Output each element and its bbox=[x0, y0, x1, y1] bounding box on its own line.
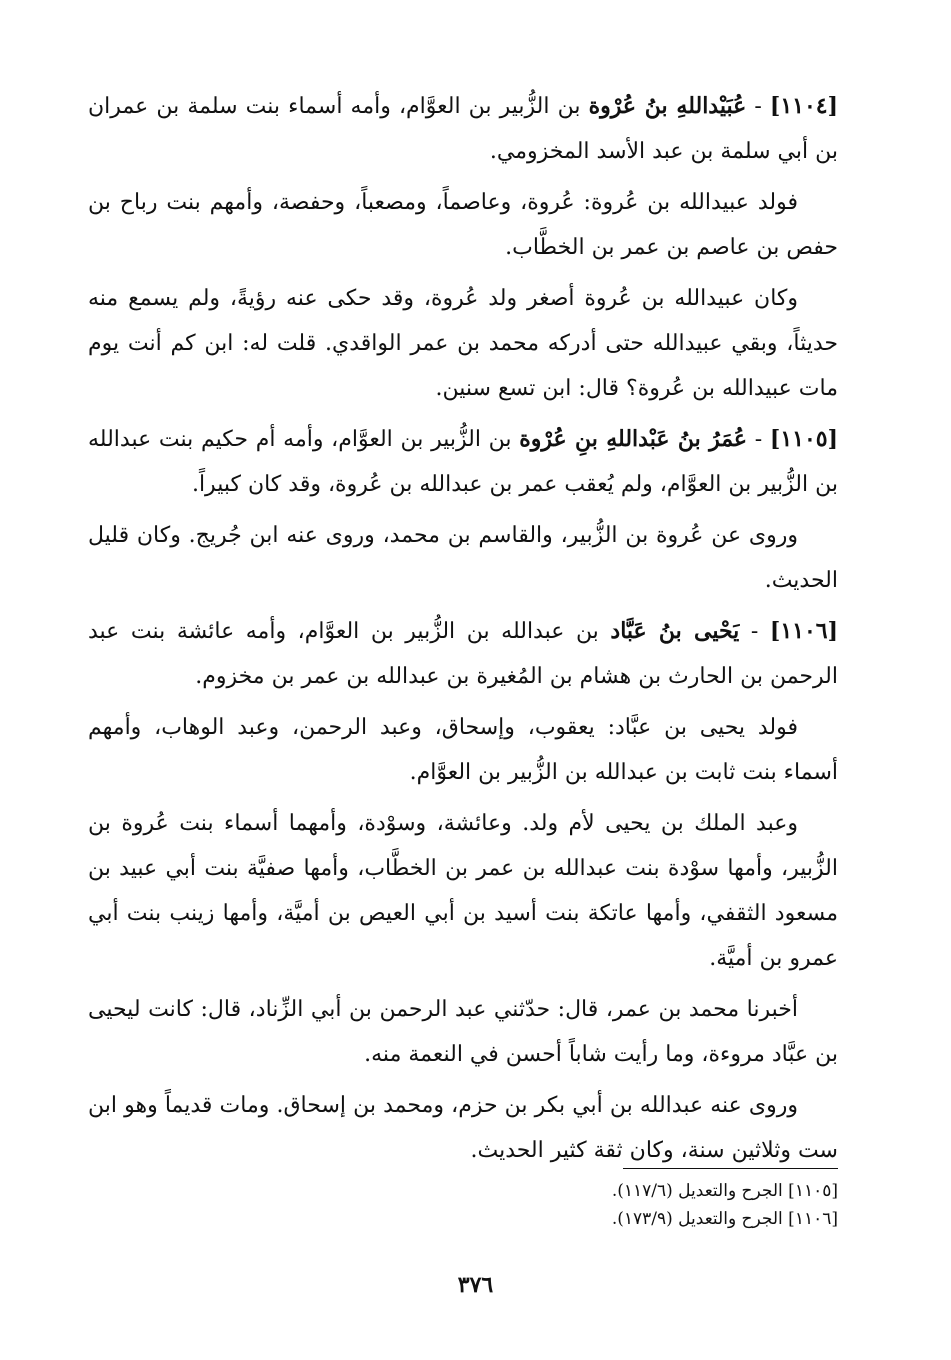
page-number: ٣٧٦ bbox=[457, 1272, 494, 1298]
paragraph-entry-1104: [١١٠٤] - عُبَيْداللهِ بنُ عُرْوة بن الزُّبير بن العوَّام، وأمه أسماء بنت سلمة بن عمران بن أبي سلمة بن عبد الأسد المخزومي. bbox=[88, 93, 839, 164]
main-text bbox=[88, 84, 838, 1179]
footnotes bbox=[88, 1168, 838, 1233]
paragraph-entry-1106: [١١٠٦] - يَحْيى بنُ عَبَّاد بن عبدالله بن الزُّبير بن العوَّام، وأمه عائشة بنت عبد الرحمن بن الحارث بن هشام بن المُغيرة بن عبدالله بن عمر بن مخزوم. bbox=[88, 618, 838, 689]
paragraph-text: أخبرنا محمد بن عمر، قال: حدّثني عبد الرحمن بن أبي الزِّناد، قال: كانت ليحيى بن عبَّاد مروءة، وما رأيت شاباً أحسن في النعمة منه. bbox=[88, 997, 838, 1067]
footnote: [١١٠٦] الجرح والتعديل (١٧٣/٩). bbox=[611, 1209, 838, 1229]
paragraph-text: فولد يحيى بن عبَّاد: يعقوب، وإسحاق، وعبد الرحمن، وعبد الوهاب، وأمهم أسماء بنت ثابت بن عبدالله بن الزُّبير بن العوَّام. bbox=[88, 715, 838, 785]
paragraph-text: بن الزُّبير بن العوَّام، وأمه أم حكيم بنت عبدالله بن الزُّبير بن العوَّام، ولم يُعقب عمر بن عبدالله بن عُروة، وقد كان كبيراً. bbox=[88, 427, 838, 497]
paragraph-text: بن عبدالله بن الزُّبير بن العوَّام، وأمه عائشة بنت عبد الرحمن بن الحارث بن هشام بن المُغيرة بن عبدالله بن عمر بن مخزوم. bbox=[88, 619, 838, 689]
paragraph-text: فولد عبيدالله بن عُروة: عُروة، وعاصماً، ومصعباً، وحفصة، وأمهم بنت رباح بن حفص بن عاصم بن عمر بن الخطَّاب. bbox=[88, 190, 838, 260]
footnote: [١١٠٥] الجرح والتعديل (١١٧/٦). bbox=[611, 1181, 838, 1201]
paragraph-text: بن الزُّبير بن العوَّام، وأمه أسماء بنت سلمة بن عمران بن أبي سلمة بن عبد الأسد المخزومي. bbox=[88, 94, 838, 164]
entry-number: [١١٠٦] bbox=[769, 618, 838, 644]
entry-name: عُبَيْداللهِ بنُ عُرْوة bbox=[588, 93, 747, 119]
paragraph bbox=[88, 276, 838, 411]
entry-number: [١١٠٤] bbox=[769, 93, 839, 119]
paragraph bbox=[88, 801, 838, 981]
paragraph bbox=[88, 513, 838, 603]
entry-name: عُمَرُ بنُ عَبْداللهِ بنِ عُرْوة bbox=[519, 426, 748, 452]
paragraph-text: وروى عن عُروة بن الزُّبير، والقاسم بن محمد، وروى عنه ابن جُريج. وكان قليل الحديث. bbox=[88, 523, 838, 593]
entry-name: يَحْيى بنُ عَبَّاد bbox=[610, 618, 740, 644]
paragraph bbox=[88, 180, 838, 270]
paragraph bbox=[88, 987, 838, 1077]
paragraph-text: وكان عبيدالله بن عُروة أصغر ولد عُروة، وقد حكى عنه رؤيةً، ولم يسمع منه حديثاً، وبقي عبيدالله حتى أدركه محمد بن عمر الواقدي. قلت له: ابن كم أنت يوم مات عبيدالله بن عُروة؟ قال: ابن تسع سنين. bbox=[88, 286, 838, 401]
footnote-divider bbox=[623, 1168, 838, 1169]
paragraph-entry-1105: [١١٠٥] - عُمَرُ بنُ عَبْداللهِ بنِ عُرْوة بن الزُّبير بن العوَّام، وأمه أم حكيم بنت عبدالله بن الزُّبير بن العوَّام، ولم يُعقب عمر بن عبدالله بن عُروة، وقد كان كبيراً. bbox=[88, 426, 839, 497]
paragraph-text: وعبد الملك بن يحيى لأم ولد. وعائشة، وسوْدة، وأمهما أسماء بنت عُروة بن الزُّبير، وأمها سوْدة بنت عبدالله بن عمر بن الخطَّاب، وأمها صفيَّة بنت أبي عبيد بن مسعود الثقفي، وأمها عاتكة بنت أسيد بن أبي العيص بن أميَّة، وأمها زينب بنت أبي عمرو بن أميَّة. bbox=[88, 811, 838, 971]
paragraph-text: وروى عنه عبدالله بن أبي بكر بن حزم، ومحمد بن إسحاق. ومات قديماً وهو ابن ست وثلاثين سنة، وكان ثقة كثير الحديث. bbox=[88, 1093, 838, 1163]
entry-number: [١١٠٥] bbox=[769, 426, 839, 452]
paragraph bbox=[88, 1083, 838, 1173]
paragraph bbox=[88, 705, 838, 795]
